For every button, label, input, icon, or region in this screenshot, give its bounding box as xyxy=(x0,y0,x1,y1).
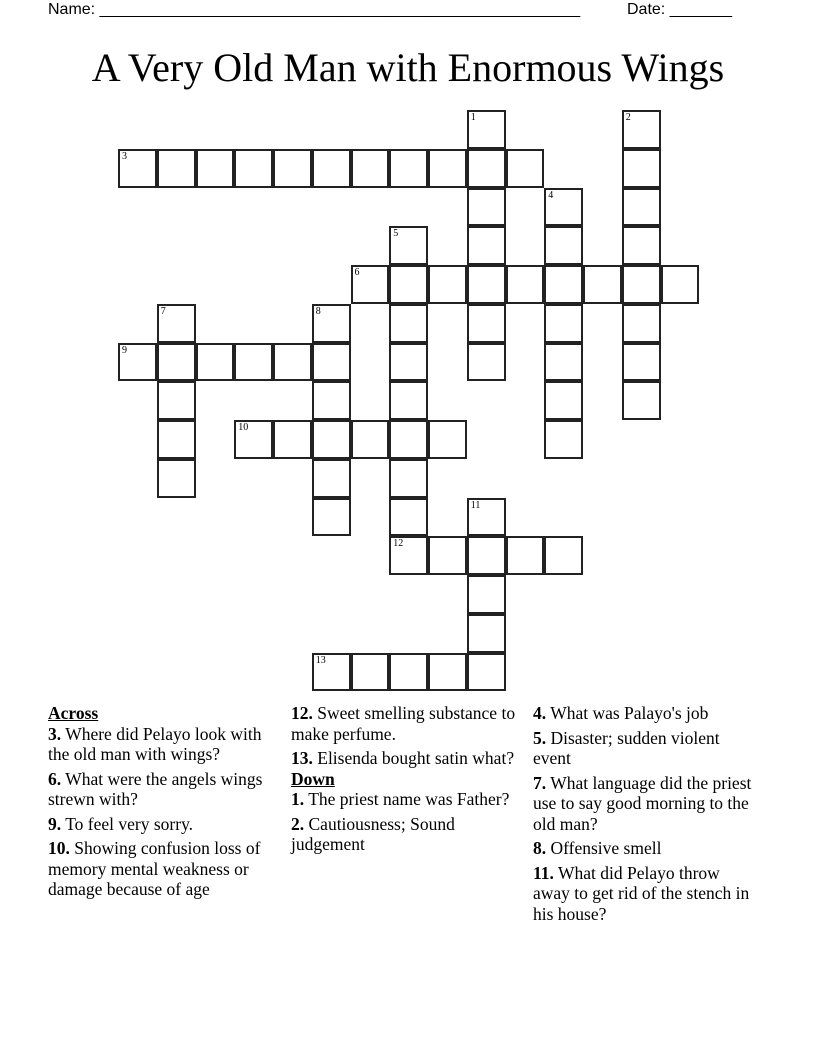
grid-cell[interactable] xyxy=(467,614,506,653)
grid-cell[interactable] xyxy=(467,536,506,575)
grid-cell[interactable] xyxy=(622,304,661,343)
grid-cell[interactable] xyxy=(196,343,235,382)
grid-cell[interactable] xyxy=(389,265,428,304)
clue-across-13 xyxy=(291,748,516,769)
grid-cell[interactable] xyxy=(506,149,545,188)
grid-cell[interactable] xyxy=(544,188,583,227)
cell-number: 7 xyxy=(160,305,166,317)
clue-down-4 xyxy=(533,703,758,724)
grid-cell[interactable] xyxy=(118,149,157,188)
grid-cell[interactable] xyxy=(544,304,583,343)
down-heading: Down xyxy=(291,768,335,789)
clue-text: What language did the priest use to say good morning to the old man? xyxy=(533,772,752,834)
clue-number: 4. xyxy=(533,703,547,723)
grid-cell[interactable] xyxy=(312,381,351,420)
grid-cell[interactable] xyxy=(389,653,428,692)
cell-number: 3 xyxy=(122,150,127,162)
clue-down-11 xyxy=(533,863,758,925)
grid-cell[interactable] xyxy=(389,498,428,537)
clue-number: 7. xyxy=(533,772,547,793)
clue-text: What were the angels wings strewn with? xyxy=(48,768,263,809)
grid-cell[interactable] xyxy=(544,536,583,575)
grid-cell[interactable] xyxy=(389,226,428,265)
across-heading: Across xyxy=(48,703,99,723)
clue-number: 9. xyxy=(48,813,62,834)
clues-column-3 xyxy=(533,703,758,928)
clue-number: 8. xyxy=(533,838,547,858)
grid-cell[interactable] xyxy=(389,304,428,343)
grid-cell[interactable] xyxy=(467,653,506,692)
grid-cell[interactable] xyxy=(389,149,428,188)
clue-across-3 xyxy=(48,724,283,765)
cell-number: 2 xyxy=(625,112,631,123)
grid-cell[interactable] xyxy=(157,381,196,420)
cell-number: 8 xyxy=(315,305,321,317)
clue-across-10 xyxy=(48,838,283,900)
clue-text: Cautiousness; Sound judgement xyxy=(291,813,455,854)
page-title: A Very Old Man with Enormous Wings xyxy=(91,45,725,90)
grid-cell[interactable] xyxy=(506,265,545,304)
clue-down-5 xyxy=(533,728,758,769)
clue-text: Where did Pelayo look with the old man with wings? xyxy=(48,723,262,764)
cell-number: 11 xyxy=(470,499,481,511)
grid-cell[interactable] xyxy=(157,343,196,382)
grid-cell[interactable] xyxy=(467,226,506,265)
clue-number: 11. xyxy=(533,862,554,883)
grid-cell[interactable] xyxy=(118,343,157,382)
clue-down-7 xyxy=(533,773,758,835)
clues-column-2 xyxy=(291,703,516,859)
grid-cell[interactable] xyxy=(312,459,351,498)
cell-number: 9 xyxy=(122,344,127,356)
grid-cell[interactable] xyxy=(622,381,661,420)
grid-cell[interactable] xyxy=(234,149,273,188)
grid-cell[interactable] xyxy=(544,226,583,265)
clue-number: 1. xyxy=(291,789,305,809)
grid-cell[interactable] xyxy=(196,149,235,188)
grid-cell[interactable] xyxy=(312,343,351,382)
clue-number: 3. xyxy=(48,723,62,744)
grid-cell[interactable] xyxy=(389,459,428,498)
clue-down-8 xyxy=(533,838,758,859)
grid-cell[interactable] xyxy=(428,420,467,459)
cell-number: 5 xyxy=(393,228,399,240)
grid-cell[interactable] xyxy=(506,536,545,575)
grid-cell[interactable] xyxy=(312,653,351,692)
grid-cell[interactable] xyxy=(467,110,506,149)
grid-cell[interactable] xyxy=(428,265,467,304)
grid-cell[interactable] xyxy=(351,420,390,459)
clue-down-1 xyxy=(291,789,516,810)
grid-cell[interactable] xyxy=(351,653,390,692)
grid-cell[interactable] xyxy=(273,343,312,382)
clue-text: Disaster; sudden violent event xyxy=(533,727,720,768)
grid-cell[interactable] xyxy=(389,343,428,382)
cell-number: 4 xyxy=(548,189,554,201)
grid-cell[interactable] xyxy=(467,498,506,537)
clue-number: 10. xyxy=(48,838,70,858)
grid-cell[interactable] xyxy=(661,265,700,304)
grid-cell[interactable] xyxy=(312,304,351,343)
clue-text: To feel very sorry. xyxy=(65,813,194,834)
grid-cell[interactable] xyxy=(622,188,661,227)
clue-number: 12. xyxy=(291,703,313,723)
grid-cell[interactable] xyxy=(389,381,428,420)
cell-number: 10 xyxy=(238,422,249,433)
clue-text: Elisenda bought satin what? xyxy=(317,748,515,768)
cell-number: 13 xyxy=(315,654,326,666)
grid-cell[interactable] xyxy=(273,149,312,188)
grid-cell[interactable] xyxy=(428,149,467,188)
clue-across-12 xyxy=(291,703,516,744)
grid-cell[interactable] xyxy=(428,653,467,692)
grid-cell[interactable] xyxy=(622,149,661,188)
clue-number: 6. xyxy=(48,768,62,789)
clue-number: 13. xyxy=(291,748,313,768)
grid-cell[interactable] xyxy=(544,420,583,459)
grid-cell[interactable] xyxy=(351,149,390,188)
grid-cell[interactable] xyxy=(389,536,428,575)
grid-cell[interactable] xyxy=(389,420,428,459)
grid-cell[interactable] xyxy=(467,304,506,343)
grid-cell[interactable] xyxy=(467,149,506,188)
name-field[interactable]: Name: ______________________________________________________ xyxy=(48,1,581,18)
grid-cell[interactable] xyxy=(428,536,467,575)
grid-cell[interactable] xyxy=(622,265,661,304)
grid-cell[interactable] xyxy=(544,265,583,304)
clue-text: The priest name was Father? xyxy=(308,789,510,809)
grid-cell[interactable] xyxy=(467,343,506,382)
grid-cell[interactable] xyxy=(312,420,351,459)
grid-cell[interactable] xyxy=(273,420,312,459)
grid-cell[interactable] xyxy=(622,226,661,265)
grid-cell[interactable] xyxy=(234,343,273,382)
date-field[interactable]: Date: _______ xyxy=(627,1,732,18)
clue-number: 2. xyxy=(291,813,305,834)
grid-cell[interactable] xyxy=(157,420,196,459)
grid-cell[interactable] xyxy=(467,575,506,614)
clue-down-2 xyxy=(291,814,516,855)
clue-text: What was Palayo's job xyxy=(550,703,709,723)
grid-cell[interactable] xyxy=(544,343,583,382)
grid-cell[interactable] xyxy=(622,343,661,382)
clue-text: What did Pelayo throw away to get rid of the stench in his house? xyxy=(533,862,750,924)
clue-text: Showing confusion loss of memory mental weakness or damage because of age xyxy=(48,838,261,899)
grid-cell[interactable] xyxy=(312,498,351,537)
cell-number: 6 xyxy=(354,267,360,278)
clue-across-6 xyxy=(48,769,283,810)
clue-across-9 xyxy=(48,814,283,835)
grid-cell[interactable] xyxy=(467,265,506,304)
grid-cell[interactable] xyxy=(622,110,661,149)
grid-cell[interactable] xyxy=(583,265,622,304)
clue-text: Sweet smelling substance to make perfume. xyxy=(291,703,516,744)
clues-column-1 xyxy=(48,703,283,904)
clue-number: 5. xyxy=(533,727,547,748)
grid-cell[interactable] xyxy=(467,188,506,227)
grid-cell[interactable] xyxy=(234,420,273,459)
grid-cell[interactable] xyxy=(312,149,351,188)
cell-number: 1 xyxy=(470,112,476,123)
clue-text: Offensive smell xyxy=(550,838,662,858)
grid-cell[interactable] xyxy=(157,149,196,188)
grid-cell[interactable] xyxy=(351,265,390,304)
grid-cell[interactable] xyxy=(157,304,196,343)
grid-cell[interactable] xyxy=(157,459,196,498)
grid-cell[interactable] xyxy=(544,381,583,420)
cell-number: 12 xyxy=(393,538,404,550)
